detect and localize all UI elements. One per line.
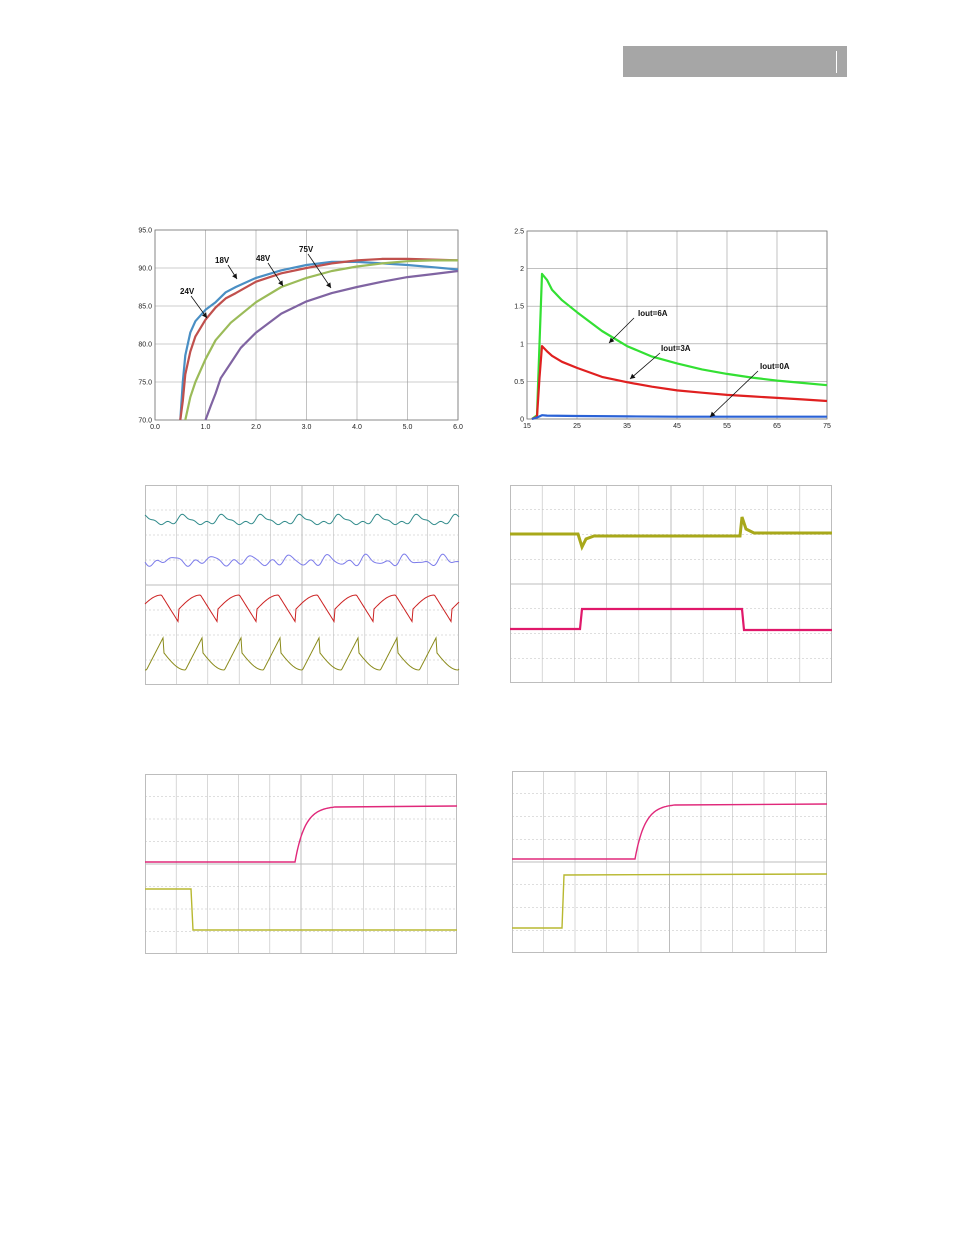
series-line [180,262,458,420]
x-tick-label: 45 [673,423,681,430]
y-tick-label: 75.0 [138,379,152,387]
efficiency-chart [125,222,470,437]
ripple-scope [145,485,459,685]
y-tick-label: 85.0 [138,303,152,311]
y-tick-label: 95.0 [138,227,152,235]
transient-scope-svg [510,485,840,690]
y-tick-label: 1 [520,341,524,349]
y-tick-label: 0 [520,416,524,424]
startup-scope-1-svg [145,774,463,959]
x-tick-label: 35 [623,423,631,430]
x-tick-label: 15 [523,423,531,430]
x-tick-label: 4.0 [352,424,362,431]
y-tick-label: 70.0 [138,417,152,425]
series-line [532,415,827,419]
x-tick-label: 55 [723,423,731,430]
transient-scope [510,485,840,690]
annotation-label: 75V [299,245,314,254]
series-line [180,259,458,420]
annotation-label: 24V [180,287,195,296]
x-tick-label: 65 [773,423,781,430]
power-dissipation-chart [500,222,840,437]
annotation-label: Iout=6A [638,309,668,318]
startup-scope-2-svg [512,771,832,959]
y-tick-label: 80.0 [138,341,152,349]
x-tick-label: 25 [573,423,581,430]
power-dissipation-chart-svg [500,222,840,437]
startup-scope-2 [512,771,832,959]
y-tick-label: 2.5 [514,228,524,236]
startup-scope-1 [145,774,463,959]
annotation-arrowhead [326,282,331,288]
series-line [206,271,459,420]
annotation-label: 48V [256,254,271,263]
y-tick-label: 90.0 [138,265,152,273]
header-separator [836,51,837,73]
x-tick-label: 75 [823,423,831,430]
annotation-arrow [630,353,660,379]
x-tick-label: 6.0 [453,424,463,431]
annotation-arrow [609,318,634,343]
header-bar [623,46,847,77]
x-tick-label: 1.0 [200,424,211,431]
x-tick-label: 3.0 [301,424,312,431]
annotation-arrowhead [232,273,237,279]
annotation-label: Iout=0A [760,362,790,371]
annotation-label: 18V [215,256,230,265]
annotation-arrow [308,254,331,288]
annotation-arrowhead [278,280,283,286]
x-tick-label: 5.0 [402,424,413,431]
y-tick-label: 2 [520,266,524,274]
efficiency-chart-svg [125,222,470,437]
series-line [532,346,827,419]
series-line [185,260,458,420]
ripple-scope-svg [145,485,459,685]
y-tick-label: 0.5 [514,378,524,386]
annotation-label: Iout=3A [661,344,691,353]
x-tick-label: 2.0 [251,424,261,431]
x-tick-label: 0.0 [150,424,160,431]
y-tick-label: 1.5 [514,303,524,311]
